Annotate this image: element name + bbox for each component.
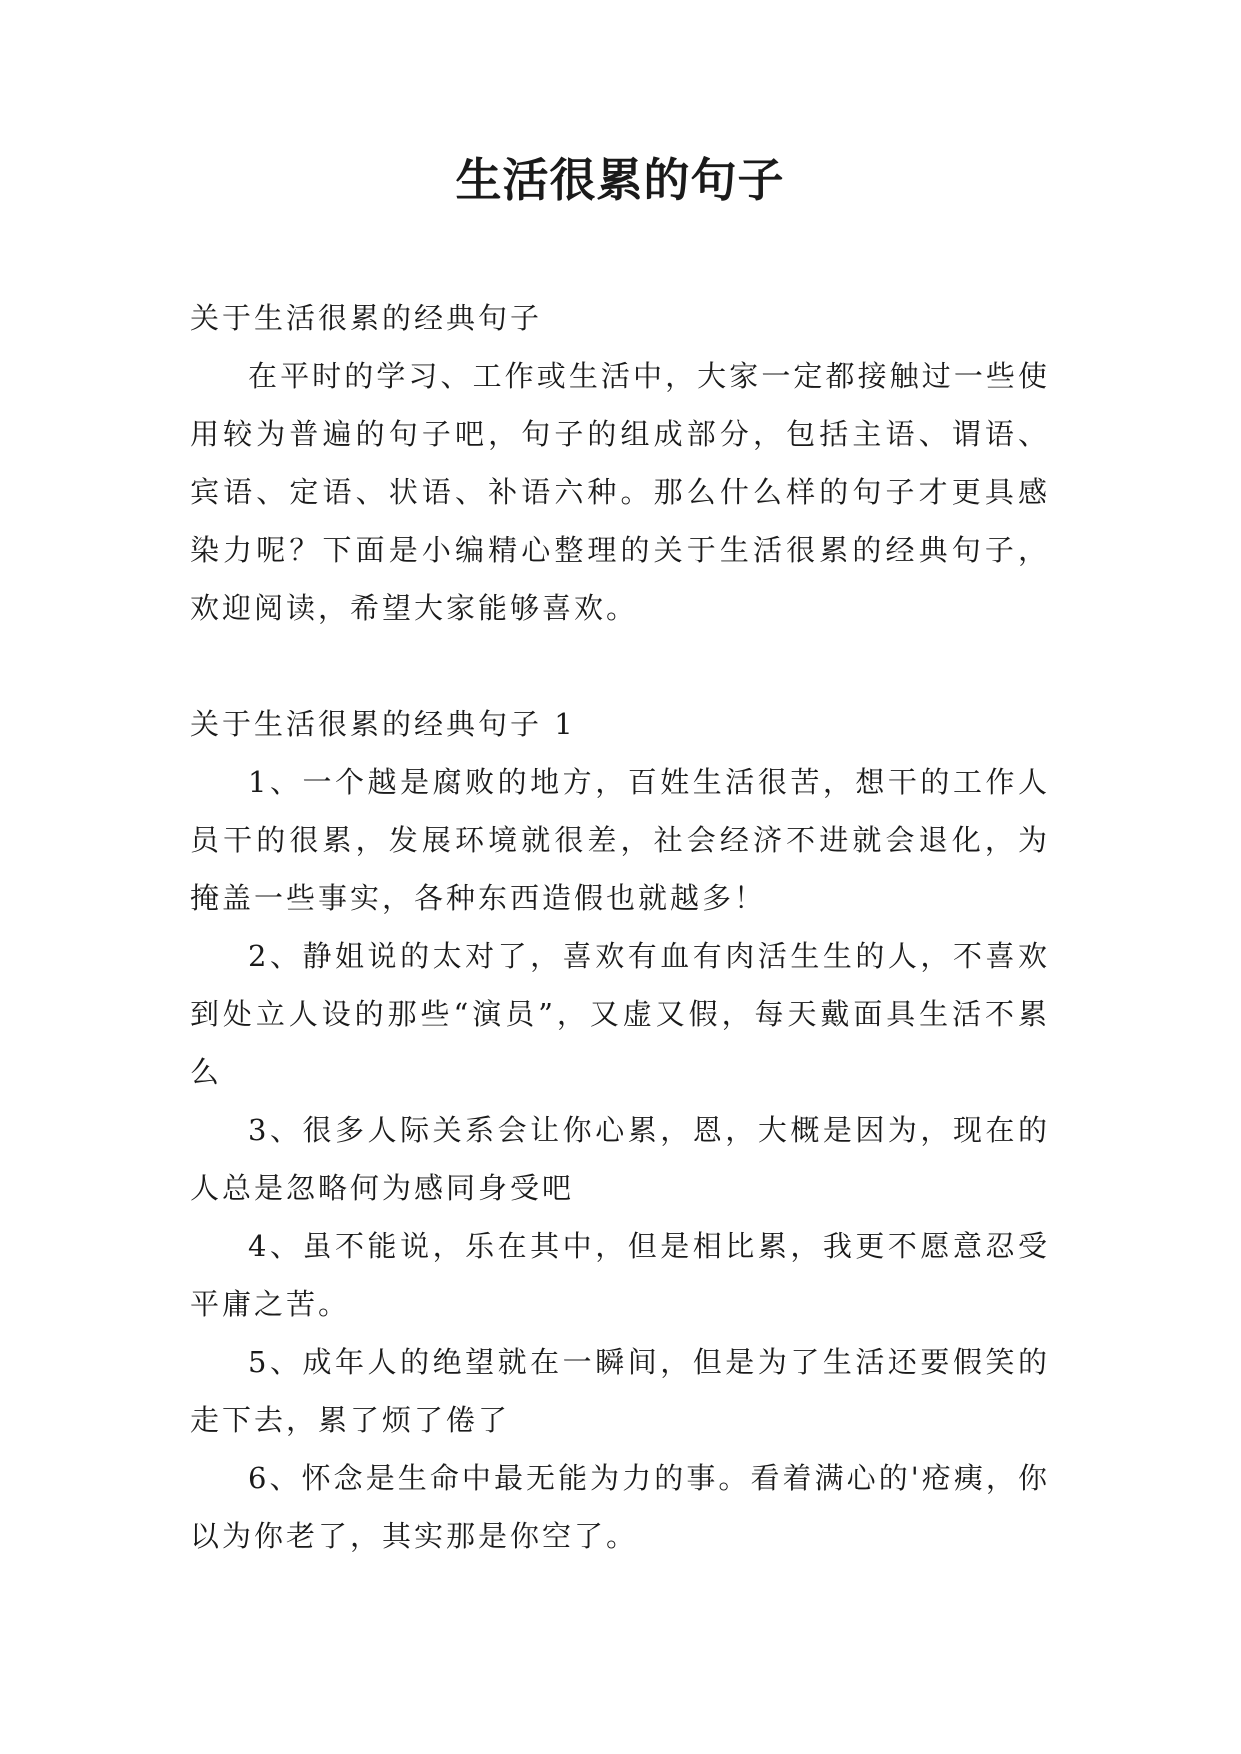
list-item: 1、一个越是腐败的地方，百姓生活很苦，想干的工作人员干的很累，发展环境就很差，社会经济不进就会退化，为掩盖一些事实，各种东西造假也就越多！ <box>190 765 1050 915</box>
intro-paragraph: 在平时的学习、工作或生活中，大家一定都接触过一些使用较为普遍的句子吧，句子的组成部分，包括主语、谓语、宾语、定语、状语、补语六种。那么什么样的句子才更具感染力呢？下面是小编精心整理的关于生活很累的经典句子，欢迎阅读，希望大家能够喜欢。 <box>190 359 1050 625</box>
page-title: 生活很累的句子 <box>455 153 785 207</box>
list-item: 3、很多人际关系会让你心累，恩，大概是因为，现在的人总是忽略何为感同身受吧 <box>190 1113 1050 1205</box>
list-item: 2、静姐说的太对了，喜欢有血有肉活生生的人，不喜欢到处立人设的那些“演员”，又虚又假，每天戴面具生活不累么 <box>190 939 1050 1089</box>
list-item: 5、成年人的绝望就在一瞬间，但是为了生活还要假笑的走下去，累了烦了倦了 <box>190 1345 1050 1437</box>
list-item: 4、虽不能说，乐在其中，但是相比累，我更不愿意忍受平庸之苦。 <box>190 1229 1050 1321</box>
section-heading: 关于生活很累的经典句子 1 <box>190 707 576 741</box>
list-item: 6、怀念是生命中最无能为力的事。看着满心的'疮痍，你以为你老了，其实那是你空了。 <box>190 1461 1050 1553</box>
intro-heading: 关于生活很累的经典句子 <box>190 301 543 335</box>
section-spacer <box>190 637 1050 695</box>
document-body <box>190 289 1050 1565</box>
